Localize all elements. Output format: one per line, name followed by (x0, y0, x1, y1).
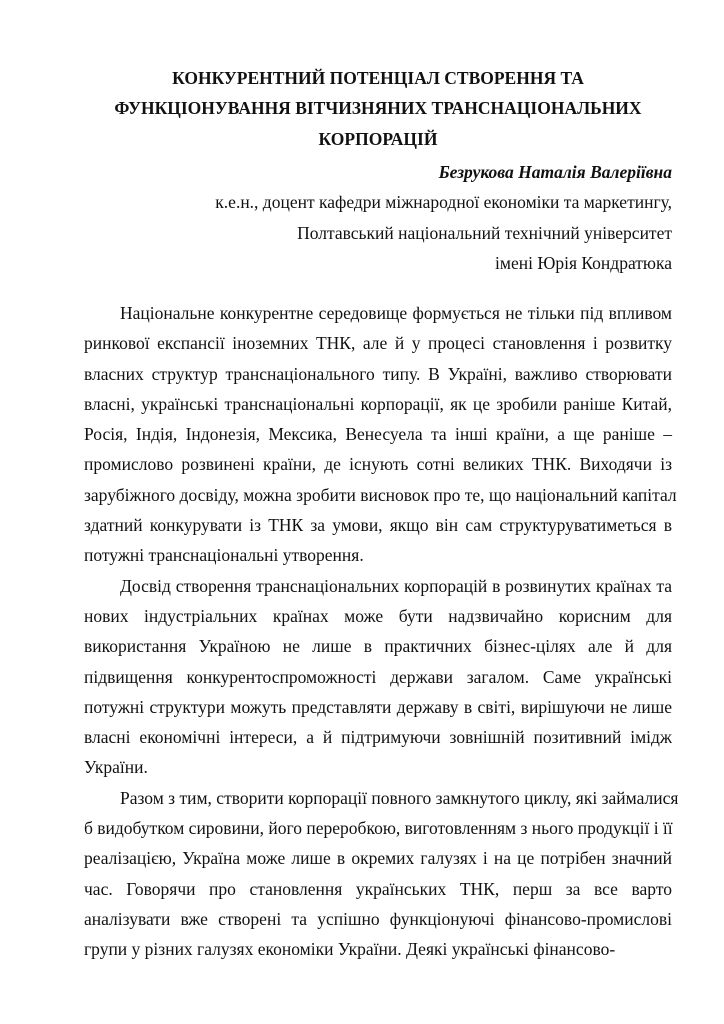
author-affiliation: Полтавський національний технічний університет (297, 222, 672, 243)
text-line: потужні структури можуть представляти державу в світі, вирішуючи не лише (84, 696, 672, 717)
article-body (84, 298, 679, 965)
text-line: Росія, Індія, Індонезія, Мексика, Венесуела та інші країни, а ще раніше – (84, 424, 672, 445)
title-line: КОРПОРАЦІЙ (318, 128, 438, 149)
author-affiliation: імені Юрія Кондратюка (495, 252, 672, 273)
text-line: реалізацією, Україна може лише в окремих галузях і на це потрібен значний (84, 848, 672, 869)
text-line: групи у різних галузях економіки України. Деякі українські фінансово- (84, 939, 616, 960)
author-affiliation: к.е.н., доцент кафедри міжнародної економіки та маркетингу, (215, 192, 672, 213)
text-line: промислово розвинені країни, де існують сотні великих ТНК. Виходячи із (84, 454, 672, 475)
text-line: зарубіжного досвіду, можна зробити висновок про те, що національний капітал (84, 484, 677, 505)
text-line: Національне конкурентне середовище формується не тільки під впливом (120, 303, 672, 323)
paragraph (84, 298, 677, 571)
text-line: власні, українські транснаціональні корпорації, як це зробили раніше Китай, (84, 393, 672, 414)
title-line: КОНКУРЕНТНИЙ ПОТЕНЦІАЛ СТВОРЕННЯ ТА (172, 68, 584, 88)
text-line: України. (84, 757, 148, 778)
text-line: Досвід створення транснаціональних корпорацій в розвинутих країнах та (120, 575, 672, 596)
text-line: ринкової експансії іноземних ТНК, але й у процесі становлення і розвитку (84, 333, 672, 354)
article-title (84, 63, 672, 154)
author-block (84, 157, 672, 278)
text-line: здатний конкурувати із ТНК за умови, якщо він сам структуруватиметься в (84, 515, 672, 536)
text-line: власні економічні інтереси, а й підтримуючи зовнішній позитивний імідж (84, 727, 672, 748)
paragraph (84, 571, 672, 783)
text-line: потужні транснаціональні утворення. (84, 545, 364, 566)
text-line: б видобутком сировини, його переробкою, виготовленням з нього продукції і її (84, 818, 673, 839)
text-line: використання Україною не лише в практичних бізнес-цілях але й для (84, 636, 672, 657)
title-line: ФУНКЦІОНУВАННЯ ВІТЧИЗНЯНИХ ТРАНСНАЦІОНАЛЬНИХ (114, 98, 642, 119)
text-line: Разом з тим, створити корпорації повного замкнутого циклу, які займалися (120, 787, 679, 808)
text-line: нових індустріальних країнах може бути надзвичайно корисним для (84, 605, 672, 626)
text-line: власних структур транснаціонального типу. В Україні, важливо створювати (84, 363, 672, 384)
paragraph (84, 783, 679, 965)
text-line: аналізувати вже створені та успішно функціонуючі фінансово-промислові (84, 908, 672, 929)
text-line: час. Говорячи про становлення українських ТНК, перш за все варто (84, 878, 672, 899)
text-line: підвищення конкурентоспроможності держави загалом. Саме українські (84, 666, 672, 687)
author-name: Безрукова Наталія Валеріївна (438, 162, 672, 182)
